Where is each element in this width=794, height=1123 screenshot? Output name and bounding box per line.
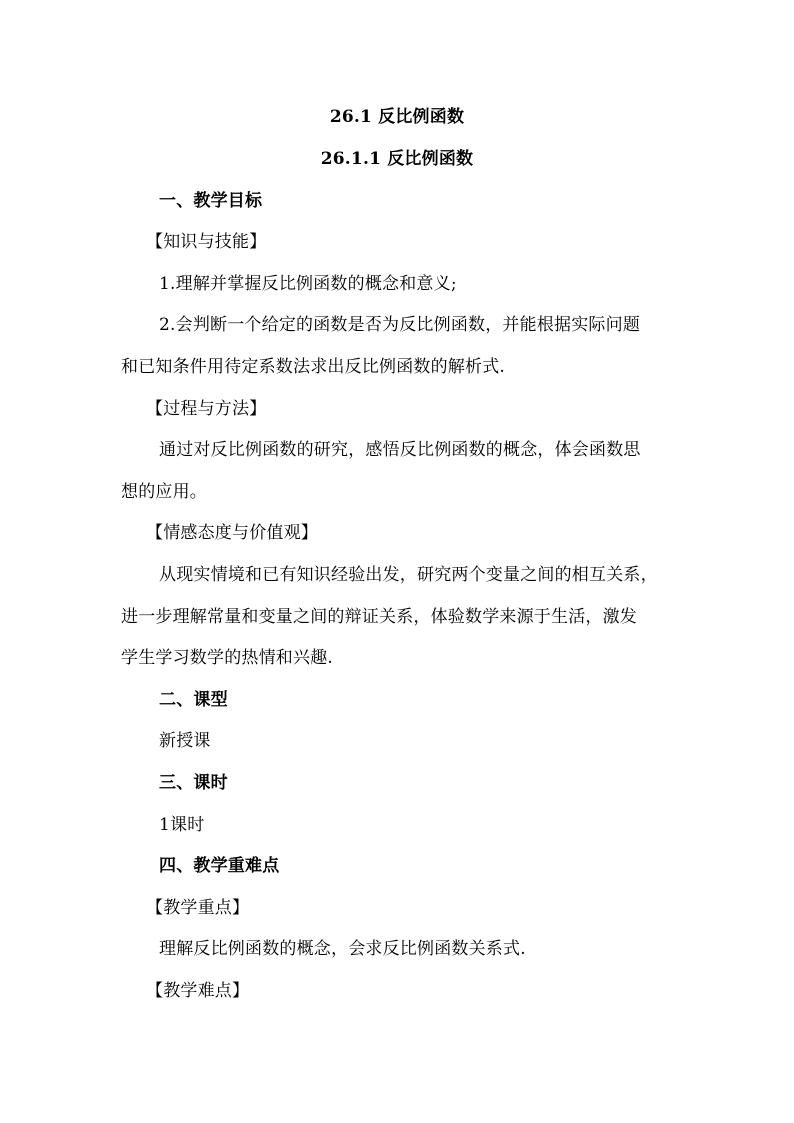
document-subtitle: 26.1.1 反比例函数 [320,149,474,169]
key-points-heading: 【教学重点】 [146,898,250,918]
goals-heading: 一、教学目标 [159,191,263,211]
process-text-line-1: 通过对反比例函数的研究，感悟反比例函数的概念，体会函数思 [159,440,641,460]
type-heading: 二、课型 [159,690,228,710]
difficulties-heading: 【教学难点】 [146,981,250,1001]
knowledge-item-2-line-1: 2.会判断一个给定的函数是否为反比例函数，并能根据实际问题 [159,315,641,335]
hours-heading: 三、课时 [159,773,228,793]
knowledge-heading: 【知识与技能】 [146,232,267,252]
emotion-heading: 【情感态度与价值观】 [146,523,318,543]
process-text-line-2: 想的应用。 [121,482,207,502]
process-heading: 【过程与方法】 [146,399,267,419]
knowledge-item-2-line-2: 和已知条件用待定系数法求出反比例函数的解析式. [121,357,506,377]
focus-heading: 四、教学重难点 [159,856,280,876]
emotion-text-line-2: 进一步理解常量和变量之间的辩证关系，体验数学来源于生活，激发 [121,607,637,627]
knowledge-item-1: 1.理解并掌握反比例函数的概念和意义; [159,274,457,294]
key-points-text: 理解反比例函数的概念，会求反比例函数关系式. [159,939,526,959]
emotion-text-line-3: 学生学习数学的热情和兴趣. [121,648,334,668]
document-title: 26.1 反比例函数 [329,107,465,127]
emotion-text-line-1: 从现实情境和已有知识经验出发，研究两个变量之间的相互关系， [159,565,658,585]
type-text: 新授课 [159,731,211,751]
hours-text: 1课时 [159,815,205,835]
